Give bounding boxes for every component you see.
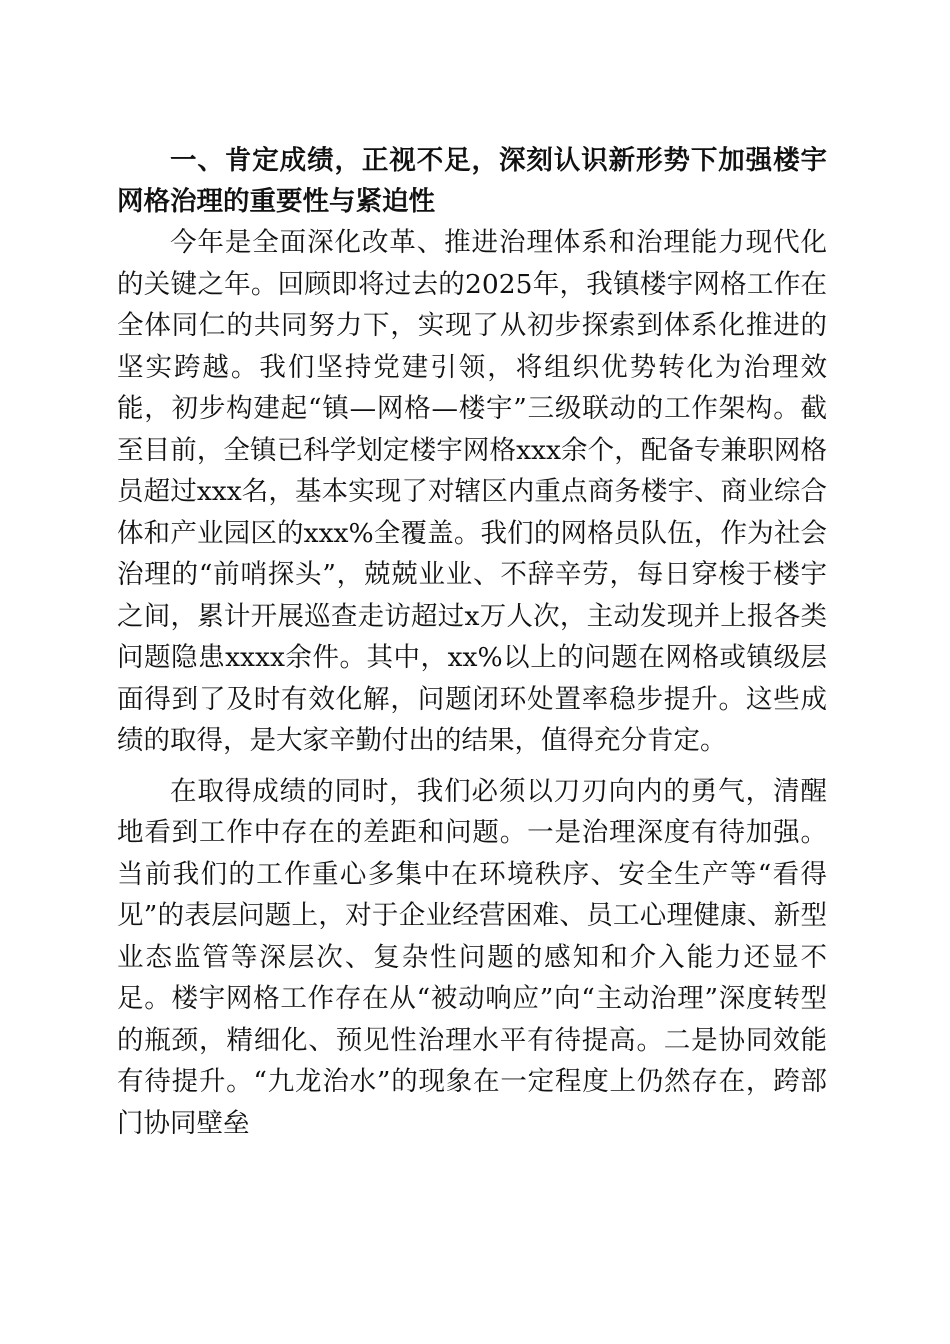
- paragraph-shortcomings: 在取得成绩的同时，我们必须以刀刃向内的勇气，清醒地看到工作中存在的差距和问题。一是治理深度有待加强。当前我们的工作重心多集中在环境秩序、安全生产等“看得见”的表层问题上，对于企业经营困难、员工心理健康、新型业态监管等深层次、复杂性问题的感知和介入能力还显不足。楼宇网格工作存在从“被动响应”向“主动治理”深度转型的瓶颈，精细化、预见性治理水平有待提高。二是协同效能有待提升。“九龙治水”的现象在一定程度上仍然存在，跨部门协同壁垒: [117, 775, 827, 1139]
- paragraph-achievements: 今年是全面深化改革、推进治理体系和治理能力现代化的关键之年。回顾即将过去的2025年，我镇楼宇网格工作在全体同仁的共同努力下，实现了从初步探索到体系化推进的坚实跨越。我们坚持党建引领，将组织优势转化为治理效能，初步构建起“镇—网格—楼宇”三级联动的工作架构。截至目前，全镇已科学划定楼宇网格xxx余个，配备专兼职网格员超过xxx名，基本实现了对辖区内重点商务楼宇、商业综合体和产业园区的xxx%全覆盖。我们的网格员队伍，作为社会治理的“前哨探头”，兢兢业业、不辞辛劳，每日穿梭于楼宇之间，累计开展巡查走访超过x万人次，主动发现并上报各类问题隐患xxxx余件。其中，xx%以上的问题在网格或镇级层面得到了及时有效化解，问题闭环处置率稳步提升。这些成绩的取得，是大家辛勤付出的结果，值得充分肯定。: [117, 227, 827, 756]
- section-heading: 一、肯定成绩，正视不足，深刻认识新形势下加强楼宇网格治理的重要性与紧迫性: [117, 145, 827, 217]
- document-body: [117, 140, 827, 1144]
